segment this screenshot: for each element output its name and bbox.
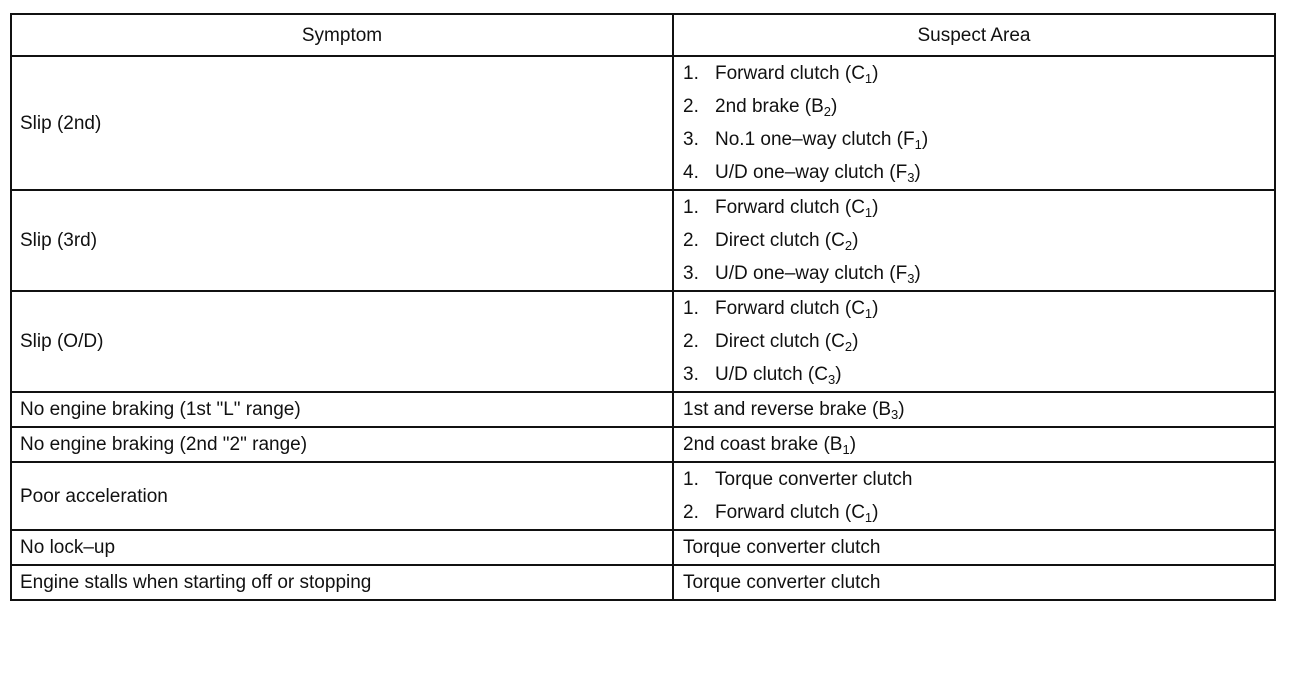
- suspect-item: [683, 57, 1274, 90]
- table-row: [11, 392, 1275, 427]
- item-text: 2nd coast brake (B: [683, 434, 843, 455]
- suspect-item: [683, 257, 1274, 290]
- item-number: 1.: [683, 469, 699, 490]
- suspect-area-cell: [673, 530, 1275, 565]
- table-body: [11, 56, 1275, 600]
- item-subscript: 2: [844, 238, 853, 253]
- item-subscript: 2: [823, 104, 832, 119]
- item-text: No.1 one–way clutch (F: [715, 129, 915, 150]
- symptom-cell: No engine braking (2nd "2" range): [11, 427, 673, 462]
- item-number: 1.: [683, 298, 699, 319]
- suspect-item: [683, 191, 1274, 224]
- item-number: 2.: [683, 96, 699, 117]
- item-closing-paren: ): [898, 399, 905, 420]
- symptom-cell: Slip (O/D): [11, 291, 673, 392]
- header-row: [11, 14, 1275, 56]
- table-row: [11, 462, 1275, 530]
- header-symptom: Symptom: [11, 14, 673, 56]
- suspect-area-cell: [673, 190, 1275, 291]
- item-number: 3.: [683, 129, 699, 150]
- item-text: Forward clutch (C: [715, 63, 865, 84]
- table-header: [11, 14, 1275, 56]
- item-number: 1.: [683, 197, 699, 218]
- item-number: 3.: [683, 364, 699, 385]
- item-closing-paren: ): [914, 263, 921, 284]
- item-number: 3.: [683, 263, 699, 284]
- item-subscript: 2: [844, 339, 853, 354]
- item-subscript: 3: [827, 372, 836, 387]
- suspect-item: [683, 496, 1274, 529]
- suspect-item: [683, 325, 1274, 358]
- item-subscript: 1: [864, 71, 873, 86]
- troubleshooting-table: [10, 13, 1276, 601]
- suspect-list: [683, 292, 1274, 391]
- item-text: Torque converter clutch: [715, 469, 913, 490]
- suspect-list: [683, 531, 1274, 564]
- item-subscript: 1: [864, 510, 873, 525]
- item-number: 2.: [683, 502, 699, 523]
- item-closing-paren: ): [921, 129, 929, 150]
- item-text: U/D one–way clutch (F: [715, 263, 908, 284]
- item-closing-paren: ): [852, 230, 859, 251]
- suspect-area-cell: [673, 427, 1275, 462]
- table-row: [11, 427, 1275, 462]
- table-row: [11, 565, 1275, 600]
- suspect-list: [683, 428, 1274, 461]
- item-closing-paren: ): [831, 96, 838, 117]
- suspect-list: [683, 566, 1274, 599]
- item-subscript: 3: [907, 271, 915, 286]
- suspect-area-cell: [673, 565, 1275, 600]
- item-number: 1.: [683, 63, 699, 84]
- item-subscript: 3: [907, 170, 915, 185]
- item-subscript: 1: [864, 205, 873, 220]
- symptom-cell: Slip (2nd): [11, 56, 673, 190]
- suspect-item: [683, 358, 1274, 391]
- item-closing-paren: ): [872, 63, 879, 84]
- suspect-item: [683, 123, 1274, 156]
- suspect-area-cell: [673, 462, 1275, 530]
- suspect-area-cell: [673, 56, 1275, 190]
- item-closing-paren: ): [872, 298, 879, 319]
- item-text: Forward clutch (C: [715, 197, 865, 218]
- symptom-cell: Slip (3rd): [11, 190, 673, 291]
- item-subscript: 1: [842, 442, 850, 457]
- suspect-item: [683, 90, 1274, 123]
- item-text: Torque converter clutch: [683, 572, 881, 593]
- item-text: 2nd brake (B: [715, 96, 824, 117]
- suspect-item: [683, 393, 1274, 426]
- item-subscript: 1: [864, 306, 873, 321]
- suspect-item: [683, 463, 1274, 496]
- item-closing-paren: ): [872, 197, 879, 218]
- item-number: 2.: [683, 331, 699, 352]
- item-subscript: 1: [914, 137, 922, 152]
- suspect-list: [683, 393, 1274, 426]
- item-number: 4.: [683, 162, 699, 183]
- symptom-cell: Engine stalls when starting off or stopping: [11, 565, 673, 600]
- table-row: [11, 291, 1275, 392]
- item-text: Torque converter clutch: [683, 537, 881, 558]
- suspect-area-cell: [673, 291, 1275, 392]
- symptom-cell: No lock–up: [11, 530, 673, 565]
- suspect-item: [683, 292, 1274, 325]
- item-closing-paren: ): [835, 364, 842, 385]
- item-text: U/D clutch (C: [715, 364, 828, 385]
- item-text: Forward clutch (C: [715, 502, 865, 523]
- suspect-item: [683, 531, 1274, 564]
- item-subscript: 3: [891, 407, 899, 422]
- table-row: [11, 190, 1275, 291]
- suspect-item: [683, 566, 1274, 599]
- item-closing-paren: ): [914, 162, 921, 183]
- table-row: [11, 56, 1275, 190]
- item-text: Direct clutch (C: [715, 331, 845, 352]
- suspect-list: [683, 191, 1274, 290]
- item-closing-paren: ): [849, 434, 857, 455]
- table-row: [11, 530, 1275, 565]
- item-number: 2.: [683, 230, 699, 251]
- item-text: 1st and reverse brake (B: [683, 399, 892, 420]
- symptom-cell: Poor acceleration: [11, 462, 673, 530]
- item-text: Forward clutch (C: [715, 298, 865, 319]
- suspect-list: [683, 463, 1274, 529]
- item-closing-paren: ): [872, 502, 879, 523]
- suspect-list: [683, 57, 1274, 189]
- symptom-cell: No engine braking (1st "L" range): [11, 392, 673, 427]
- header-suspect-area: Suspect Area: [673, 14, 1275, 56]
- item-closing-paren: ): [852, 331, 859, 352]
- suspect-area-cell: [673, 392, 1275, 427]
- item-text: U/D one–way clutch (F: [715, 162, 908, 183]
- item-text: Direct clutch (C: [715, 230, 845, 251]
- suspect-item: [683, 156, 1274, 189]
- suspect-item: [683, 224, 1274, 257]
- suspect-item: [683, 428, 1274, 461]
